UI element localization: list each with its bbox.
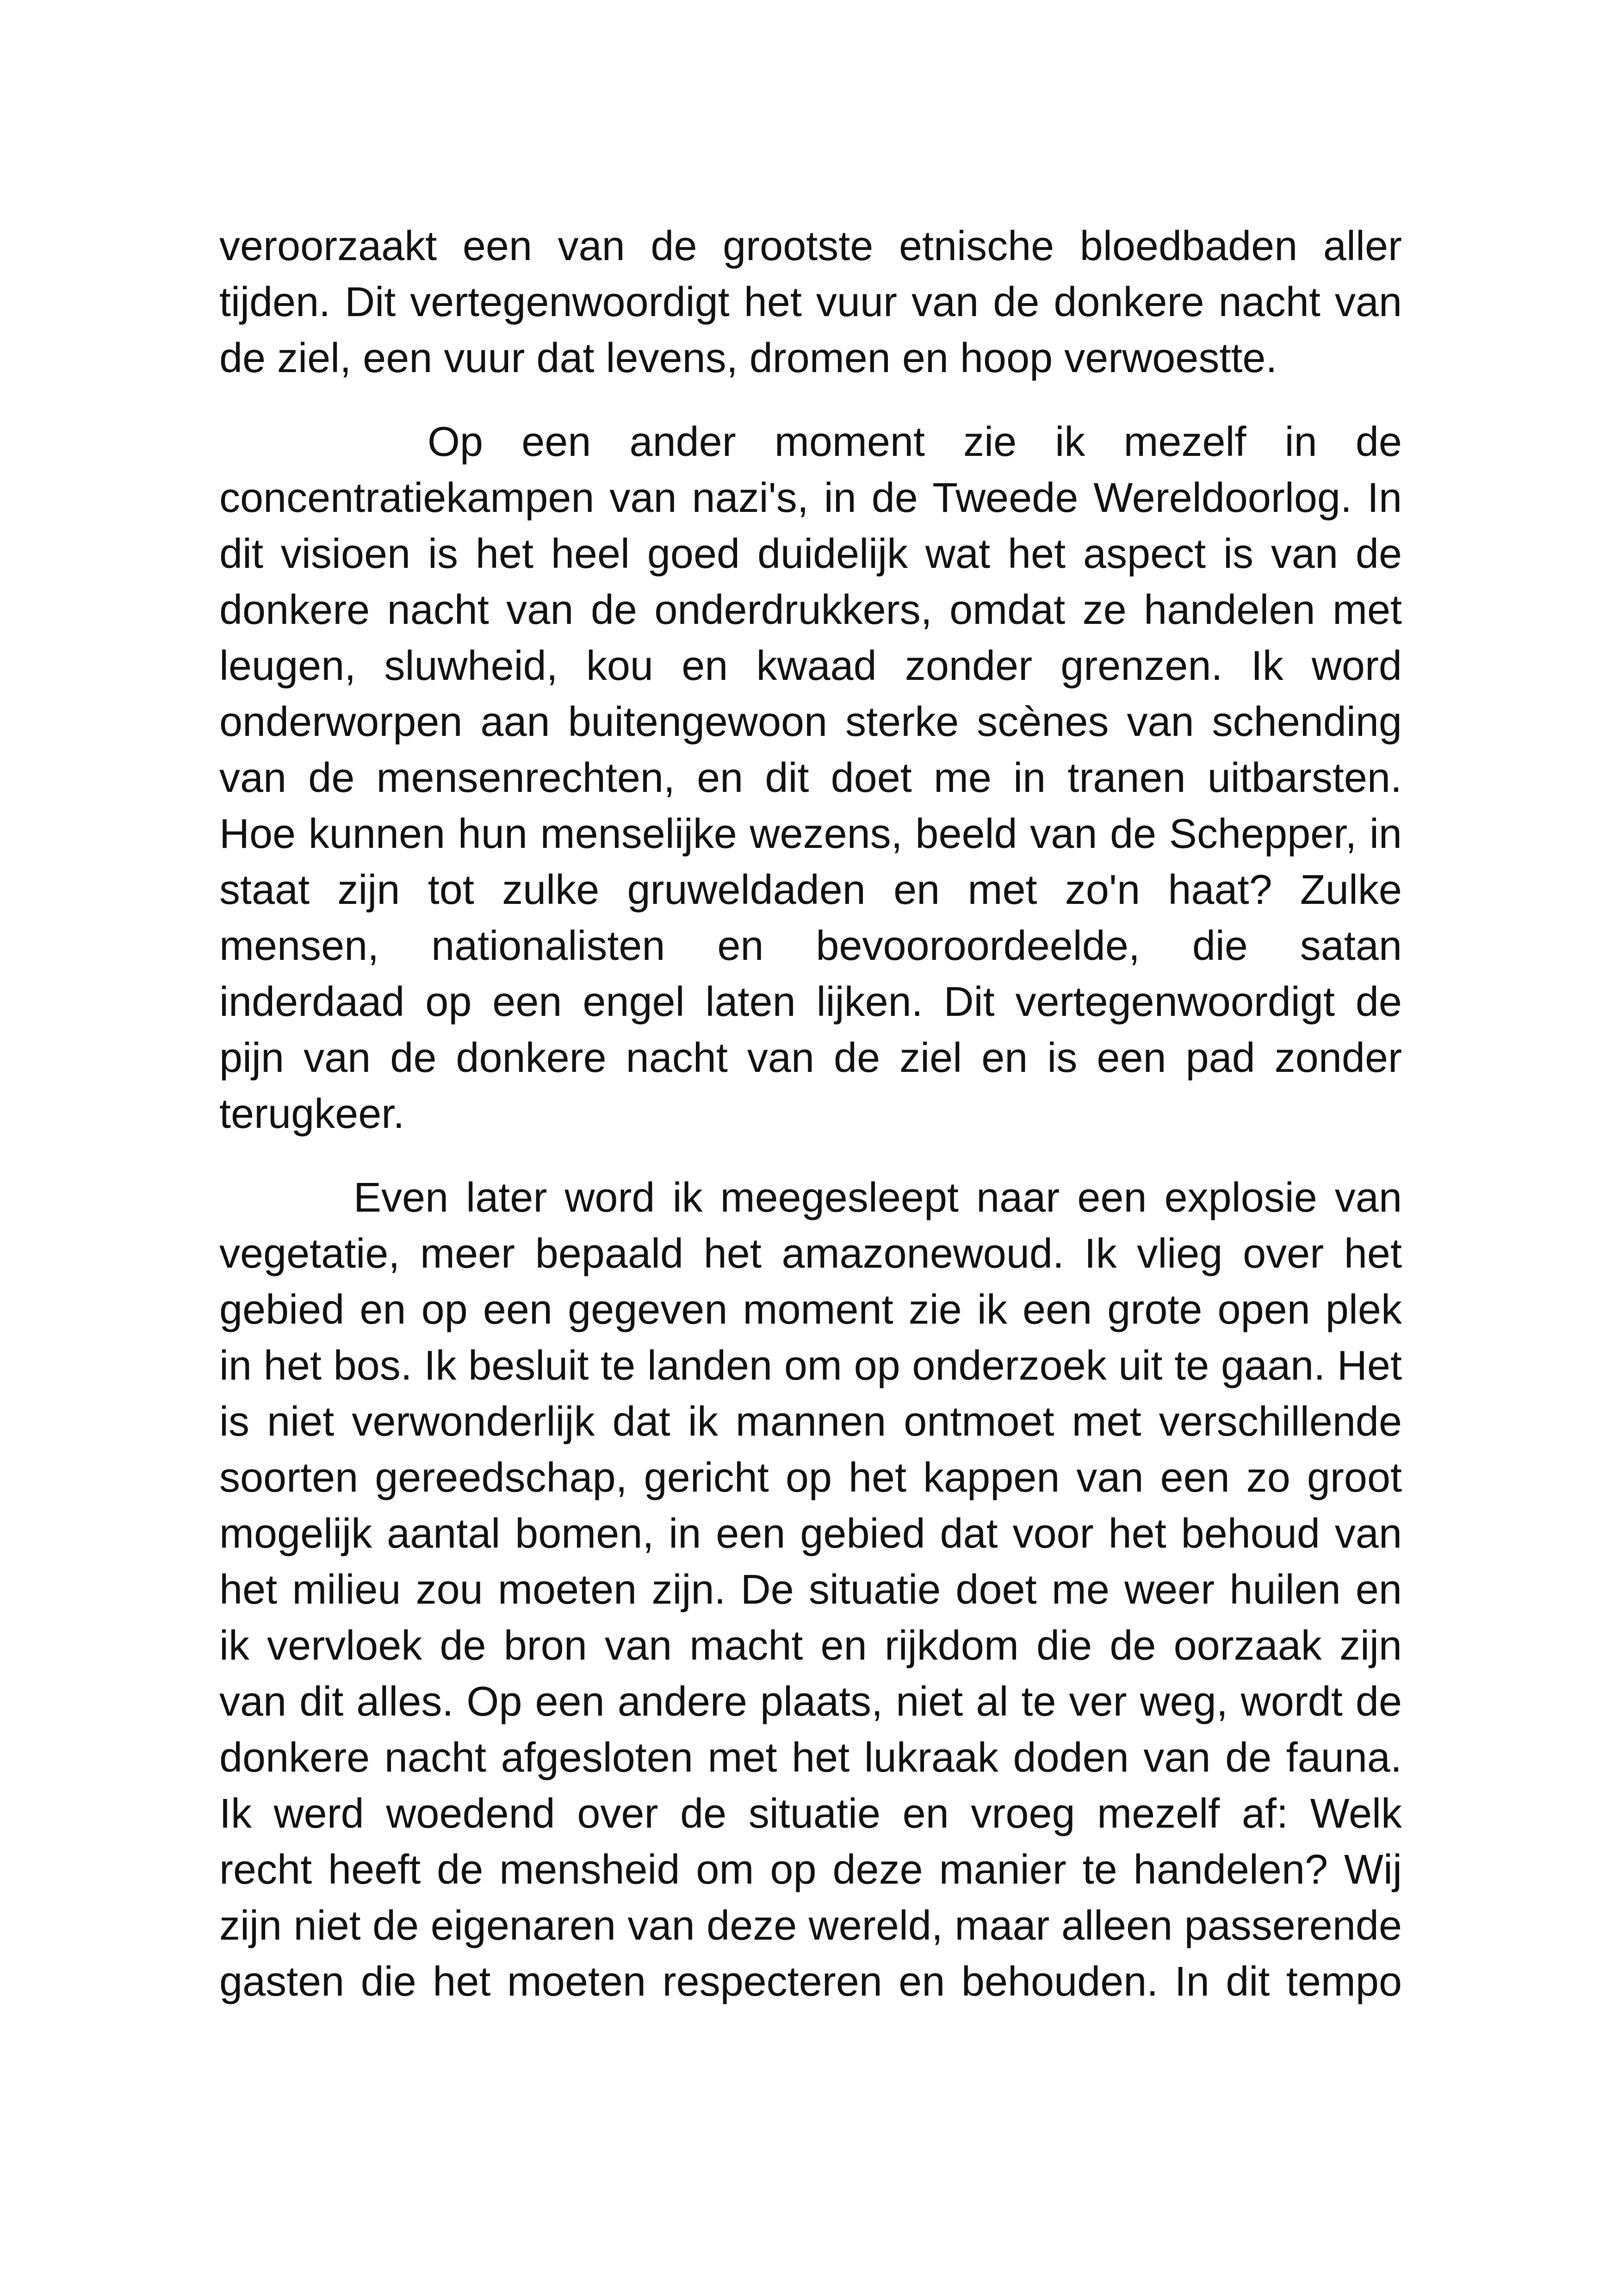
text-line: is niet verwonderlijk dat ik mannen ontmoet met verschillende xyxy=(219,1399,1402,1445)
text-line: donkere nacht afgesloten met het lukraak doden van de fauna. xyxy=(219,1735,1402,1781)
paragraph-2 xyxy=(219,414,1402,1142)
text-line: terugkeer. xyxy=(219,1091,405,1137)
paragraph-3 xyxy=(219,1170,1402,2010)
text-line: zijn niet de eigenaren van deze wereld, maar alleen passerende xyxy=(219,1903,1402,1949)
text-line: gasten die het moeten respecteren en behouden. In dit tempo xyxy=(219,1959,1402,2005)
text-line: dit visioen is het heel goed duidelijk wat het aspect is van de xyxy=(219,531,1402,577)
text-line: leugen, sluwheid, kou en kwaad zonder grenzen. Ik word xyxy=(219,643,1402,689)
body-text xyxy=(219,218,1402,2010)
text-line: staat zijn tot zulke gruweldaden en met zo'n haat? Zulke xyxy=(219,867,1402,913)
text-line: vegetatie, meer bepaald het amazonewoud. Ik vlieg over het xyxy=(219,1231,1402,1277)
text-line: het milieu zou moeten zijn. De situatie doet me weer huilen en xyxy=(219,1567,1402,1613)
text-line: Op een ander moment zie ik mezelf in de xyxy=(428,419,1402,465)
text-line: concentratiekampen van nazi's, in de Tweede Wereldoorlog. In xyxy=(219,475,1402,521)
text-line: onderworpen aan buitengewoon sterke scènes van schending xyxy=(219,699,1402,745)
text-line: Hoe kunnen hun menselijke wezens, beeld van de Schepper, in xyxy=(219,811,1402,857)
text-line: veroorzaakt een van de grootste etnische bloedbaden aller xyxy=(219,223,1402,269)
text-line: mogelijk aantal bomen, in een gebied dat voor het behoud van xyxy=(219,1511,1402,1557)
text-line: donkere nacht van de onderdrukkers, omdat ze handelen met xyxy=(219,587,1402,633)
text-line: pijn van de donkere nacht van de ziel en is een pad zonder xyxy=(219,1035,1402,1081)
text-line: van dit alles. Op een andere plaats, niet al te ver weg, wordt de xyxy=(219,1679,1402,1725)
text-line: recht heeft de mensheid om op deze manier te handelen? Wij xyxy=(219,1847,1402,1893)
text-line: Ik werd woedend over de situatie en vroeg mezelf af: Welk xyxy=(219,1791,1402,1837)
text-line: Even later word ik meegesleept naar een explosie van xyxy=(353,1175,1402,1221)
text-line: van de mensenrechten, en dit doet me in tranen uitbarsten. xyxy=(219,755,1402,801)
text-line: gebied en op een gegeven moment zie ik een grote open plek xyxy=(219,1287,1402,1333)
paragraph-1 xyxy=(219,218,1402,386)
text-line: de ziel, een vuur dat levens, dromen en hoop verwoestte. xyxy=(219,335,1277,381)
text-line: ik vervloek de bron van macht en rijkdom die de oorzaak zijn xyxy=(219,1623,1402,1669)
text-line: mensen, nationalisten en bevooroordeelde, die satan xyxy=(219,923,1402,969)
text-line: soorten gereedschap, gericht op het kappen van een zo groot xyxy=(219,1455,1402,1501)
text-line: tijden. Dit vertegenwoordigt het vuur van de donkere nacht van xyxy=(219,279,1402,325)
text-line: in het bos. Ik besluit te landen om op onderzoek uit te gaan. Het xyxy=(219,1343,1402,1389)
text-line: inderdaad op een engel laten lijken. Dit vertegenwoordigt de xyxy=(219,979,1402,1025)
